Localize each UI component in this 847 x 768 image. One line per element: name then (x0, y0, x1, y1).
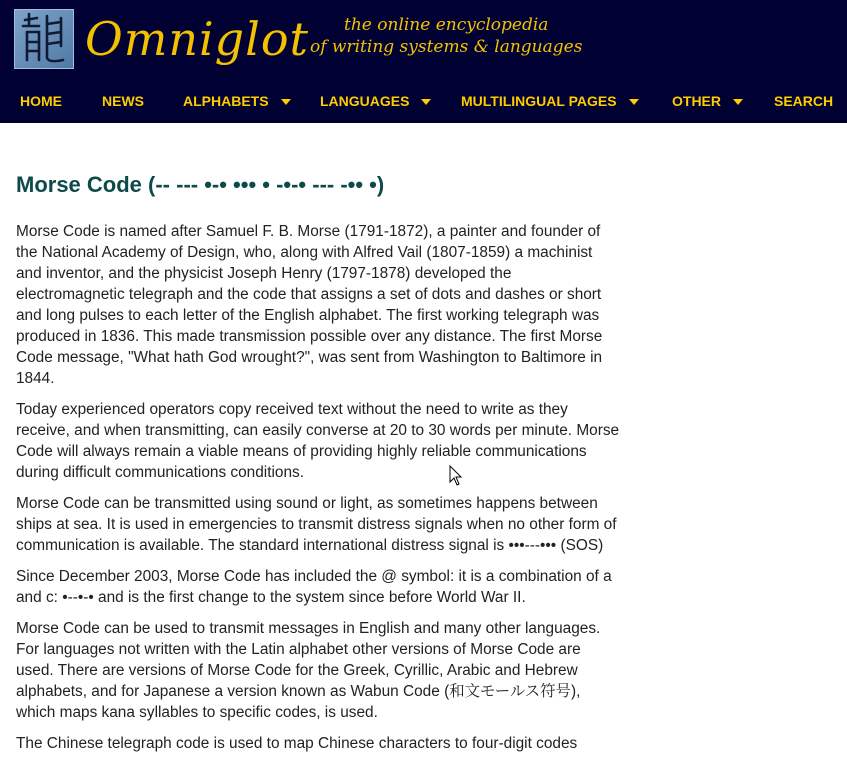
nav-languages-label: LANGUAGES (320, 93, 410, 109)
tagline-line-2: of writing systems & languages (310, 37, 583, 57)
nav-other[interactable] (672, 80, 743, 123)
paragraph-other-languages: Morse Code can be used to transmit messages in English and many other languages. For languages not written with the Latin alphabet other versions of Morse Code are used. There are versions of Morse Code for the Greek, Cyrillic, Arabic and Hebrew alphabets, and for Japanese a version known as Wabun Code (和文モールス符号), which maps kana syllables to specific codes, is used. (16, 620, 601, 721)
nav-home[interactable] (20, 80, 62, 123)
nav-multilingual-pages-label: MULTILINGUAL PAGES (461, 93, 617, 109)
chevron-down-icon[interactable] (733, 99, 743, 105)
chevron-down-icon[interactable] (421, 99, 431, 105)
chevron-down-icon[interactable] (281, 99, 291, 105)
paragraph-distress: Morse Code can be transmitted using sound or light, as sometimes happens between ships at sea. It is used in emergencies to transmit distress signals when no other form of communication is available. The standard international distress signal is •••---••• (SOS) (16, 495, 617, 554)
tagline-line-1: the online encyclopedia (344, 15, 549, 35)
site-tagline (310, 14, 582, 58)
main-nav (0, 80, 847, 123)
site-name[interactable]: Omniglot (85, 12, 310, 66)
mouse-pointer-icon (449, 465, 463, 492)
nav-alphabets-label: ALPHABETS (183, 93, 269, 109)
nav-multilingual-pages[interactable] (461, 80, 639, 123)
nav-search[interactable] (774, 80, 833, 123)
paragraph-operators: Today experienced operators copy received text without the need to write as they receive, and when transmitting, can easily converse at 20 to 30 words per minute. Morse Code will always remain a viable means of providing highly reliable communications during difficult communications conditions. (16, 401, 620, 481)
article-body (16, 221, 621, 754)
omniglot-logo-icon[interactable] (14, 9, 74, 69)
nav-alphabets[interactable] (183, 80, 291, 123)
paragraph-at-symbol: Since December 2003, Morse Code has included the @ symbol: it is a combination of a and c: •--•-• and is the first change to the system since before World War II. (16, 568, 612, 606)
nav-search-label: SEARCH (774, 93, 834, 109)
chevron-down-icon[interactable] (629, 99, 639, 105)
article-content (16, 170, 621, 764)
paragraph-chinese: The Chinese telegraph code is used to map Chinese characters to four-digit codes (16, 735, 578, 752)
nav-home-label: HOME (20, 93, 62, 109)
nav-news[interactable] (102, 80, 144, 123)
paragraph-history: Morse Code is named after Samuel F. B. Morse (1791-1872), a painter and founder of the National Academy of Design, who, along with Alfred Vail (1807-1859) a machinist and inventor, and the physicist Joseph Henry (1797-1878) developed the electromagnetic telegraph and the code that assigns a set of dots and dashes or short and long pulses to each letter of the English alphabet. The first working telegraph was produced in 1836. This made transmission possible over any distance. The first Morse Code message, "What hath God wrought?", was sent from Washington to Baltimore in 1844. (16, 223, 603, 387)
page-title: Morse Code (-- --- •-• ••• • -•-• --- -•• •) (16, 172, 385, 197)
nav-other-label: OTHER (672, 93, 721, 109)
site-header (0, 0, 847, 123)
nav-news-label: NEWS (102, 93, 144, 109)
nav-languages[interactable] (320, 80, 431, 123)
